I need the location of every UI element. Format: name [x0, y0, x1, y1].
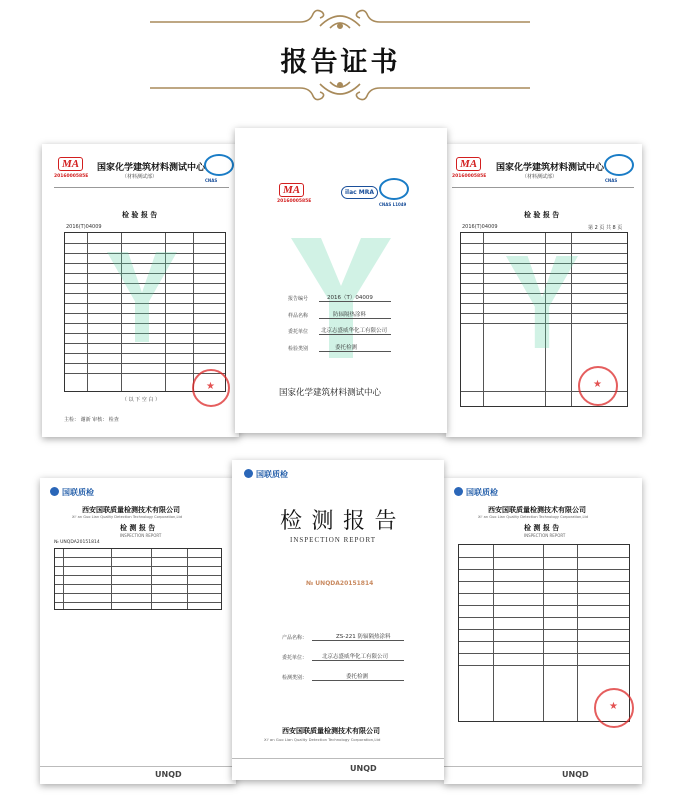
cnas-text: CNAS [205, 178, 218, 183]
cnas-logo-icon [379, 178, 409, 200]
guolian-logo-icon [454, 487, 463, 496]
red-seal-stamp: ★ [578, 366, 618, 406]
header-banner [0, 0, 681, 110]
report-title: 检 验 报 告 [524, 211, 560, 219]
inspection-report-page-2 [444, 478, 642, 784]
sample-name: 防辐隔热涂料 [333, 312, 367, 318]
report-title: 检 测 报 告 [524, 524, 560, 532]
org-name-en: Xi' an Guo Lian Quality Detection Technology Corporation,Ltd [72, 515, 183, 519]
cnas-logo-icon [604, 154, 634, 176]
org-name: 西安国联质量检测技术有限公司 [82, 506, 180, 514]
cma-logo-icon: MA [279, 183, 304, 197]
brand-name: 国联质检 [466, 488, 498, 497]
type-value: 委托检测 [335, 345, 358, 351]
report-title: 检 验 报 告 [122, 211, 158, 219]
org-name: 西安国联质量检测技术有限公司 [282, 727, 380, 735]
cma-logo-icon: MA [58, 157, 83, 171]
org-name-en: Xi' an Guo Lian Quality Detection Technology Corporation,Ltd [478, 515, 589, 519]
type-label: 检测类别： [282, 675, 308, 681]
type-label: 检验类别 [288, 346, 309, 352]
inspection-report-cover [232, 460, 444, 780]
footer-bar [232, 758, 444, 780]
org-name: 国家化学建筑材料测试中心 [496, 162, 605, 172]
test-report-page-1 [42, 144, 239, 437]
report-number: 2016(T)04009 [66, 224, 102, 230]
ilac-mra-logo-icon: ilac MRA [341, 186, 378, 199]
report-no-label: 报告编号 [288, 296, 309, 302]
report-title-en: INSPECTION REPORT [290, 536, 377, 544]
cnas-text: CNAS L1049 [379, 202, 407, 207]
org-name: 国家化学建筑材料测试中心 [97, 162, 206, 172]
test-report-page-2 [446, 144, 642, 437]
page-number: 第 2 页 共 8 页 [588, 225, 623, 231]
results-table [54, 548, 222, 610]
footer-org: 国家化学建筑材料测试中心 [279, 387, 382, 397]
brand-name: 国联质检 [62, 488, 94, 497]
report-title: 检 测 报 告 [120, 524, 156, 532]
ma-code: 2016000585E [54, 174, 89, 179]
footer-brand: UNQD [350, 764, 377, 773]
report-number: 2016(T)04009 [462, 224, 498, 230]
org-sub: （材料测试部） [522, 174, 558, 180]
product-label: 产品名称： [282, 635, 308, 641]
report-title-en: INSPECTION REPORT [120, 533, 162, 538]
report-number: 2016（T）04009 [327, 295, 373, 301]
cma-logo-icon: MA [456, 157, 481, 171]
ma-code: 2016000585E [452, 174, 487, 179]
address-line [54, 187, 229, 195]
red-seal-stamp: ★ [192, 369, 230, 407]
ma-code: 2016000585E [277, 199, 312, 204]
address-line [452, 187, 634, 195]
footer-bar [40, 766, 236, 784]
bottom-ornament-icon [150, 80, 530, 104]
report-number: № UNQDA20151814 [306, 580, 374, 587]
red-seal-stamp: ★ [594, 688, 634, 728]
report-title: 检 测 报 告 [280, 508, 399, 533]
test-report-cover-1 [235, 128, 447, 433]
cnas-logo-icon [204, 154, 234, 176]
client-label: 委托单位 [288, 329, 309, 335]
type-value: 委托检测 [346, 674, 369, 680]
client-name: 北京志盛威华化工有限公司 [322, 654, 389, 660]
org-name: 西安国联质量检测技术有限公司 [488, 506, 586, 514]
footer-bar [444, 766, 642, 784]
page-title: 报告证书 [280, 47, 401, 78]
org-name-en: Xi' an Guo Lian Quality Detection Technology Corporation,Ltd [264, 737, 381, 742]
client-label: 委托单位： [282, 655, 308, 661]
blank-note: （ 以 下 空 白 ） [122, 397, 160, 403]
top-ornament-icon [150, 6, 530, 32]
org-sub: （材料测试部） [122, 174, 158, 180]
guolian-logo-icon [244, 469, 253, 478]
brand-name: 国联质检 [256, 470, 288, 479]
sample-label: 样品名称 [288, 313, 309, 319]
signers: 主检： 谢新 审核： 检查 [64, 417, 119, 423]
cnas-text: CNAS [605, 178, 618, 183]
report-title-en: INSPECTION REPORT [524, 533, 566, 538]
footer-brand: UNQD [562, 770, 589, 779]
report-number: № UNQDA20151814 [54, 540, 100, 545]
product-name: ZS-221 防辐隔热涂料 [336, 634, 391, 640]
footer-brand: UNQD [155, 770, 182, 779]
guolian-logo-icon [50, 487, 59, 496]
inspection-report-page-1 [40, 478, 236, 784]
client-name: 北京志盛威华化工有限公司 [321, 328, 388, 334]
